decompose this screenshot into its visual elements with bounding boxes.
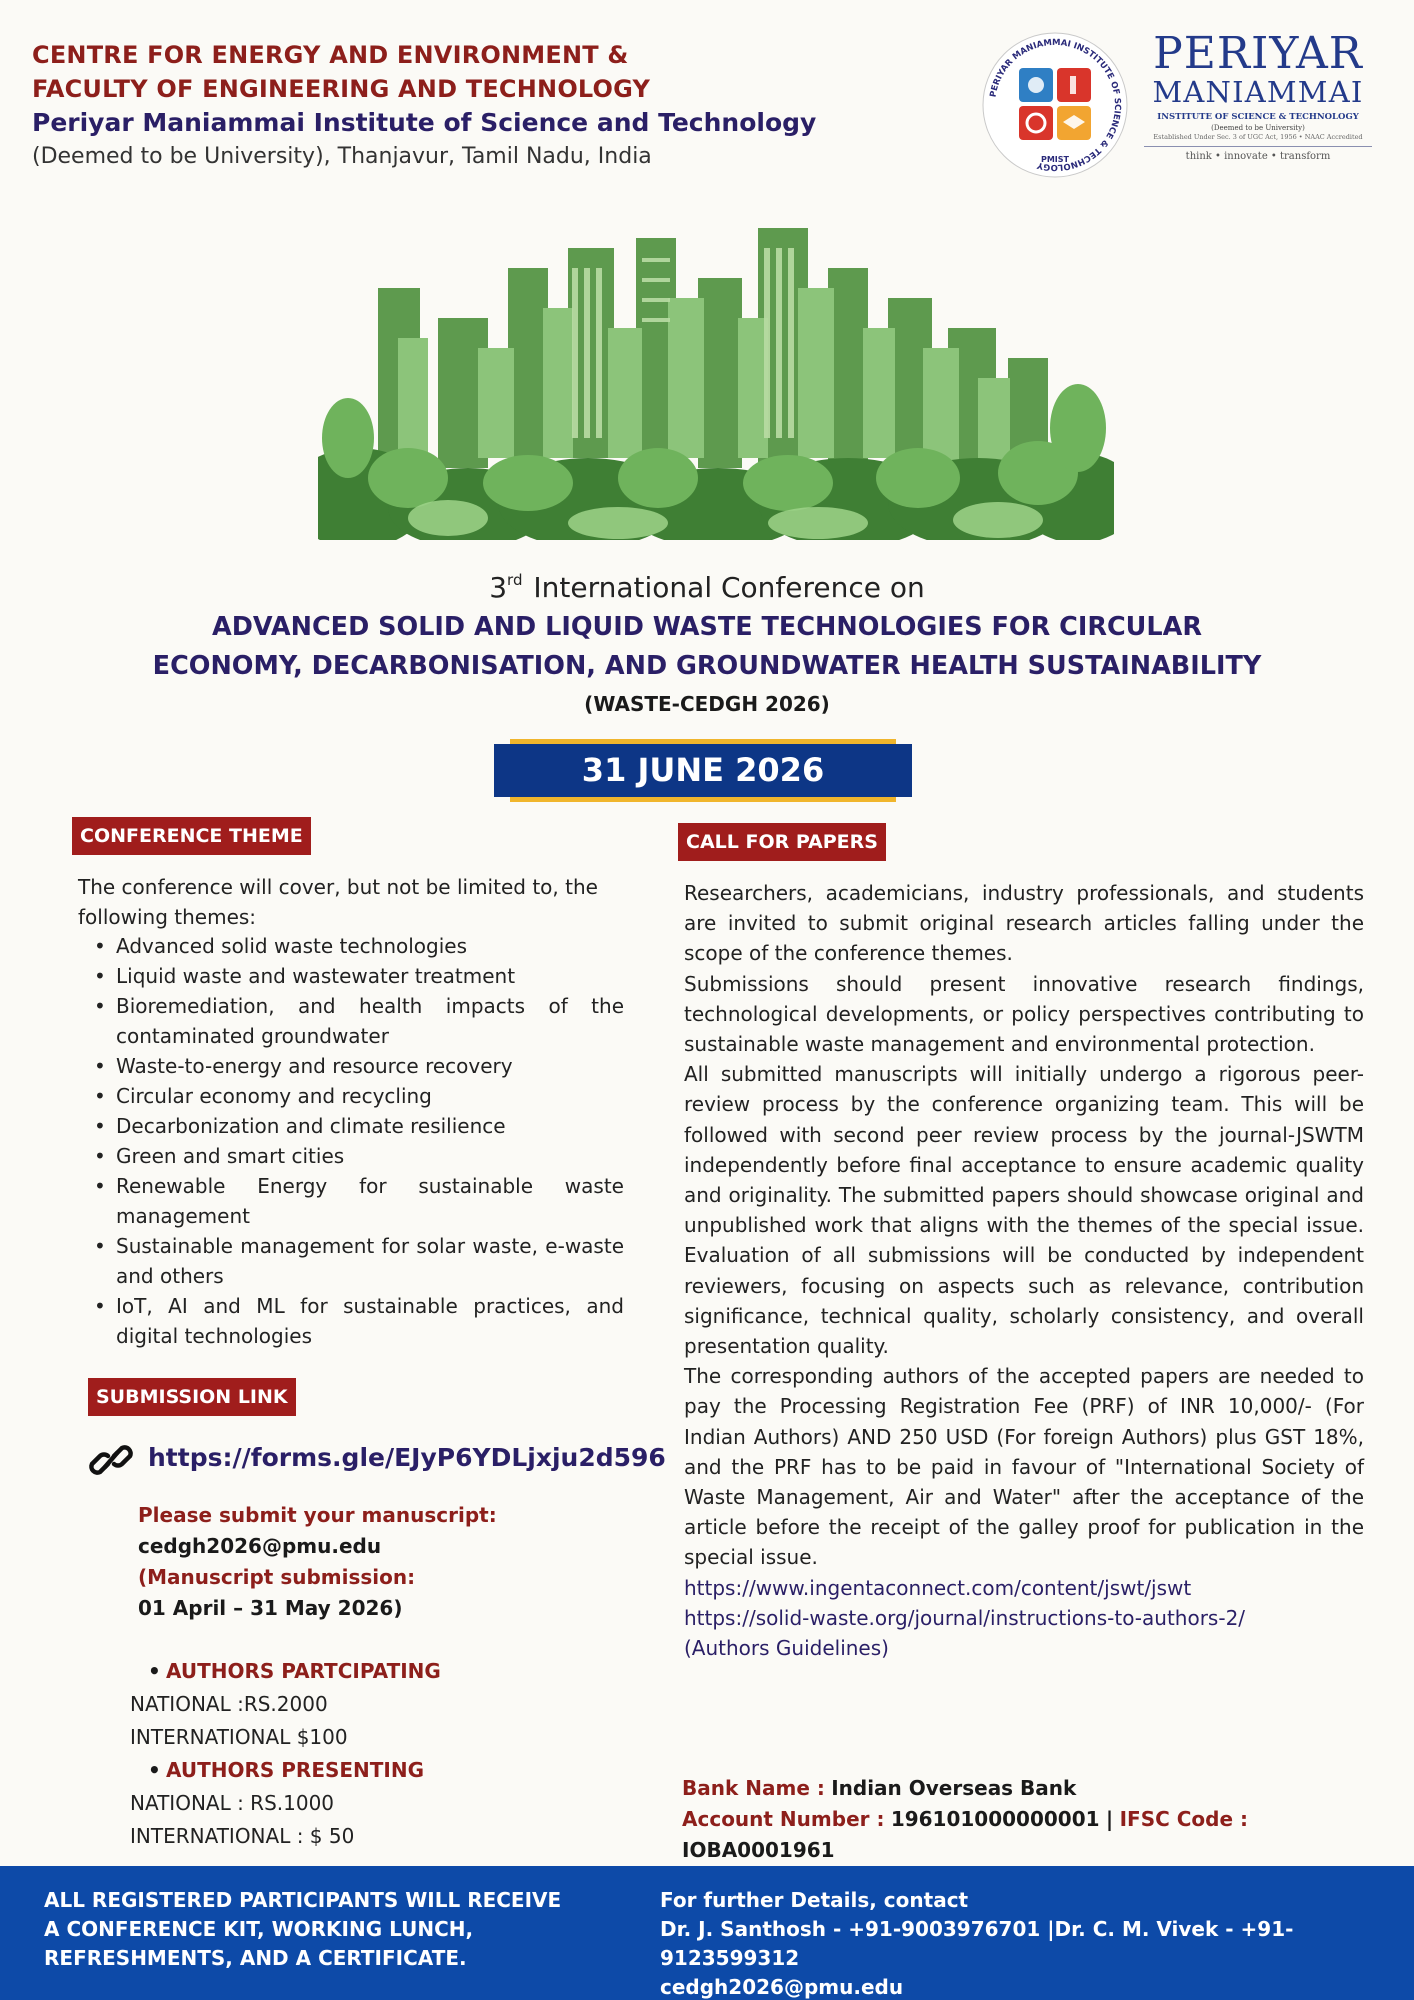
cfp-paragraph-fee: The corresponding authors of the accepted papers are needed to pay the Processing Registration Fee (PRF) of INR 10,000/- (For Indian Authors) AND 250 USD (For foreign Authors) plus GST 18%, and the PRF has to be paid in favour of "International Society of Waste Management, Air and Water" after the acceptance of the article before the receipt of the galley proof for publication in the special issue.	[684, 1364, 1364, 1570]
wordmark-tagline: think • innovate • transform	[1185, 151, 1331, 162]
list-item: • Sustainable management for solar waste, e-waste and others	[94, 1231, 624, 1291]
wordmark-institute: INSTITUTE OF SCIENCE & TECHNOLOGY	[1157, 112, 1359, 122]
green-city-illustration	[318, 208, 1114, 540]
list-item: • Renewable Energy for sustainable waste management	[94, 1171, 624, 1231]
fee-presenting-international: INTERNATIONAL : $ 50	[130, 1824, 355, 1848]
ordinal-rest: International Conference on	[533, 571, 925, 604]
wordmark-maniammai: MANIAMMAI	[1152, 75, 1364, 109]
footer-benefits-line3: REFRESHMENTS, AND A CERTIFICATE.	[44, 1946, 467, 1970]
conference-theme-label: CONFERENCE THEME	[72, 817, 311, 855]
submission-email[interactable]: cedgh2026@pmu.edu	[138, 1534, 382, 1558]
author-instructions-link[interactable]: https://solid-waste.org/journal/instructions-to-authors-2/	[684, 1605, 1246, 1630]
footer-contact	[660, 1886, 1400, 2000]
submission-link-row[interactable]	[88, 1438, 666, 1478]
journal-url-link[interactable]: https://www.ingentaconnect.com/content/jswt/jswt	[684, 1575, 1192, 1600]
bank-account-row	[682, 1804, 1402, 1866]
bank-name-value: Indian Overseas Bank	[831, 1776, 1077, 1800]
bank-separator: |	[1105, 1807, 1114, 1831]
header-centre: CENTRE FOR ENERGY AND ENVIRONMENT &	[32, 41, 629, 69]
list-item: • Liquid waste and wastewater treatment	[94, 961, 624, 991]
footer-contact-heading: For further Details, contact	[660, 1888, 969, 1912]
wordmark-divider	[1144, 146, 1372, 147]
conference-title-block	[0, 560, 1414, 722]
author-guidelines-note: (Authors Guidelines)	[684, 1636, 889, 1661]
ifsc-value: IOBA0001961	[682, 1838, 835, 1862]
seal-short-name: PMIST	[1040, 155, 1070, 164]
institution-header	[32, 38, 932, 174]
header-institute: Periyar Maniammai Institute of Science and Technology	[32, 108, 817, 137]
wordmark-accreditation: Established Under Sec. 3 of UGC Act, 1956 • NAAC Accredited	[1153, 133, 1363, 141]
conference-ordinal	[0, 560, 1414, 608]
header-faculty: FACULTY OF ENGINEERING AND TECHNOLOGY	[32, 75, 651, 103]
submission-window-dates: 01 April – 31 May 2026)	[138, 1596, 403, 1620]
theme-list	[94, 931, 624, 1351]
fee-presenting-label: • AUTHORS PRESENTING	[148, 1754, 610, 1787]
account-number-value: 196101000000001	[890, 1807, 1100, 1831]
call-for-papers-label: CALL FOR PAPERS	[678, 823, 886, 861]
list-item: • Circular economy and recycling	[94, 1081, 624, 1111]
wordmark-periyar: PERIYAR	[1153, 28, 1363, 79]
link-icon	[88, 1440, 134, 1480]
ordinal-suffix: rd	[507, 571, 523, 589]
pmist-wordmark-logo	[1138, 28, 1378, 163]
list-item: • Waste-to-energy and resource recovery	[94, 1051, 624, 1081]
submission-window-label: (Manuscript submission:	[138, 1565, 416, 1589]
submission-url-link[interactable]: https://forms.gle/EJyP6YDLjxju2d596	[148, 1443, 666, 1472]
cfp-paragraph-invitation: Researchers, academicians, industry professionals, and students are invited to submit original research articles falling under the scope of the conference themes.	[684, 881, 1364, 966]
bank-name-label: Bank Name :	[682, 1776, 825, 1800]
list-item: • Decarbonization and climate resilience	[94, 1111, 624, 1141]
fee-participating-national: NATIONAL :RS.2000	[130, 1692, 328, 1716]
footer-benefits	[44, 1886, 644, 1973]
conference-abbreviation: (WASTE-CEDGH 2026)	[584, 692, 830, 716]
seal-ring-text: PERIYAR MANIAMMAI INSTITUTE OF SCIENCE & TECHNOLOGY	[988, 37, 1123, 173]
registration-fees	[130, 1655, 610, 1853]
fee-participating-international: INTERNATIONAL $100	[130, 1725, 348, 1749]
fee-participating-label: • AUTHORS PARTCIPATING	[148, 1655, 610, 1688]
footer-benefits-line2: A CONFERENCE KIT, WORKING LUNCH,	[44, 1917, 474, 1941]
conference-title-line1: ADVANCED SOLID AND LIQUID WASTE TECHNOLOGIES FOR CIRCULAR	[211, 612, 1202, 642]
date-accent-bottom	[510, 797, 896, 802]
call-for-papers-body	[684, 878, 1364, 1663]
footer-contact-phones[interactable]: Dr. J. Santhosh - +91-9003976701 |Dr. C. M. Vivek - +91-9123599312	[660, 1917, 1294, 1970]
list-item: • Bioremediation, and health impacts of the contaminated groundwater	[94, 991, 624, 1051]
theme-intro: The conference will cover, but not be limited to, the following themes:	[78, 875, 598, 929]
submission-details	[138, 1500, 618, 1624]
submission-link-label: SUBMISSION LINK	[88, 1378, 296, 1416]
list-item: • Green and smart cities	[94, 1141, 624, 1171]
ifsc-label: IFSC Code :	[1119, 1807, 1249, 1831]
footer-benefits-line1: ALL REGISTERED PARTICIPANTS WILL RECEIVE	[44, 1888, 562, 1912]
footer-contact-email[interactable]: cedgh2026@pmu.edu	[660, 1975, 904, 1999]
header-location: (Deemed to be University), Thanjavur, Tamil Nadu, India	[32, 144, 652, 169]
footer-band	[0, 1866, 1414, 2000]
pmist-seal-logo	[975, 30, 1135, 180]
bank-name-row	[682, 1773, 1402, 1804]
bank-details	[682, 1773, 1402, 1866]
fee-presenting-national: NATIONAL : RS.1000	[130, 1791, 335, 1815]
submit-instruction: Please submit your manuscript:	[138, 1503, 497, 1527]
account-number-label: Account Number :	[682, 1807, 885, 1831]
cfp-paragraph-scope: Submissions should present innovative research findings, technological developments, or policy perspectives contributing to sustainable waste management and environmental protection.	[684, 971, 1364, 1057]
list-item: • Advanced solid waste technologies	[94, 931, 624, 961]
conference-title-line2: ECONOMY, DECARBONISATION, AND GROUNDWATER HEALTH SUSTAINABILITY	[152, 651, 1262, 681]
conference-date: 31 JUNE 2026	[494, 744, 912, 797]
ordinal-number: 3	[489, 571, 508, 604]
wordmark-deemed: (Deemed to be University)	[1211, 124, 1305, 132]
list-item: • IoT, AI and ML for sustainable practices, and digital technologies	[94, 1291, 624, 1351]
cfp-paragraph-review: All submitted manuscripts will initially undergo a rigorous peer-review process by the conference organizing team. This will be followed with second peer review process by the journal-JSWTM independently before final acceptance to ensure academic quality and originality. The submitted papers should showcase original and unpublished work that aligns with the themes of the special issue. Evaluation of all submissions will be conducted by independent reviewers, focusing on aspects such as relevance, contribution significance, technical quality, scholarly consistency, and overall presentation quality.	[684, 1062, 1364, 1359]
